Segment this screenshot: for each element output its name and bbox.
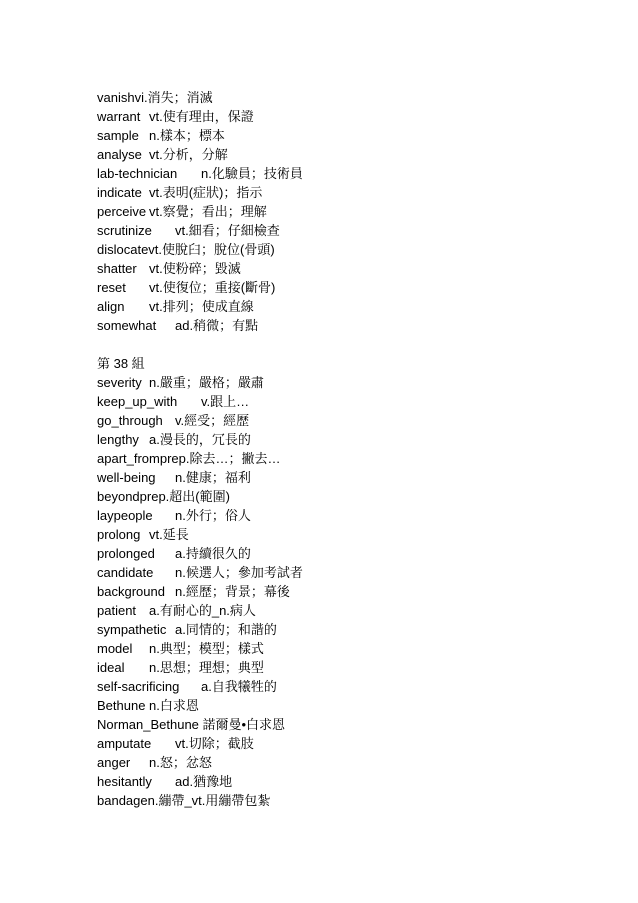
vocab-definition: a.有耐心的_n.病人 [149, 603, 256, 618]
vocab-definition: a.同情的；和諧的 [175, 622, 277, 637]
vocab-term: go_through [97, 413, 163, 428]
vocab-term: indicate [97, 185, 142, 200]
vocab-term: sympathetic [97, 622, 167, 637]
vocab-group [97, 88, 617, 335]
vocab-term: scrutinize [97, 223, 152, 238]
vocab-term: reset [97, 280, 126, 295]
vocab-term: warrant [97, 109, 141, 124]
vocab-entry [97, 430, 617, 449]
vocab-entry [97, 582, 617, 601]
vocab-definition: vt.表明(症狀)；指示 [149, 185, 263, 200]
vocab-entry [97, 202, 617, 221]
vocab-entry [97, 183, 617, 202]
vocab-entry [97, 487, 617, 506]
vocab-entry [97, 449, 617, 468]
vocab-term: prolong [97, 527, 141, 542]
vocab-entry [97, 297, 617, 316]
vocab-definition: n.典型；模型；樣式 [149, 641, 264, 656]
vocab-term: ideal [97, 660, 125, 675]
vocab-entry [97, 753, 617, 772]
vocab-entry [97, 468, 617, 487]
vocab-entry [97, 278, 617, 297]
vocab-definition: a.自我犧牲的 [201, 679, 277, 694]
vocab-entry [97, 259, 617, 278]
vocab-term: perceive [97, 204, 147, 219]
vocab-entry [97, 658, 617, 677]
vocab-entry [97, 126, 617, 145]
vocab-entry [97, 677, 617, 696]
vocab-line: apart_fromprep.除去…；撇去… [97, 451, 281, 466]
vocab-definition: n.化驗員；技術員 [201, 166, 303, 181]
vocab-line: Norman_Bethune 諾爾曼•白求恩 [97, 717, 286, 732]
vocab-entry [97, 620, 617, 639]
vocab-entry [97, 734, 617, 753]
vocab-definition: vt.使復位；重接(斷骨) [149, 280, 276, 295]
vocab-definition: ad.猶豫地 [175, 774, 233, 789]
vocab-entry [97, 221, 617, 240]
vocab-term: laypeople [97, 508, 153, 523]
vocab-definition: n.思想；理想；典型 [149, 660, 264, 675]
vocab-entry [97, 639, 617, 658]
vocab-definition: n.嚴重；嚴格；嚴肅 [149, 375, 264, 390]
vocab-term: sample [97, 128, 139, 143]
vocab-definition: ad.稍微；有點 [175, 318, 259, 333]
vocab-entry [97, 316, 617, 335]
vocab-entry [97, 145, 617, 164]
vocab-definition: n.候選人；參加考試者 [175, 565, 303, 580]
vocab-entry [97, 506, 617, 525]
vocab-term: lab-technician [97, 166, 178, 181]
vocab-entry [97, 164, 617, 183]
vocab-term: somewhat [97, 318, 157, 333]
vocab-line: bandagen.繃帶_vt.用繃帶包紮 [97, 793, 271, 808]
vocab-definition: vt.使粉碎；毀滅 [149, 261, 241, 276]
vocab-entry [97, 715, 617, 734]
vocab-term: candidate [97, 565, 154, 580]
vocab-entry [97, 392, 617, 411]
vocab-definition: v.經受；經歷 [175, 413, 250, 428]
vocab-term: Bethune [97, 698, 146, 713]
vocab-term: anger [97, 755, 131, 770]
vocab-term: patient [97, 603, 137, 618]
vocab-entry [97, 373, 617, 392]
vocab-entry [97, 411, 617, 430]
vocab-entry [97, 240, 617, 259]
vocab-entry [97, 563, 617, 582]
vocab-definition: n.怒；忿怒 [149, 755, 212, 770]
vocab-entry [97, 772, 617, 791]
vocab-definition: a.持續很久的 [175, 546, 251, 561]
vocab-definition: n.樣本；標本 [149, 128, 225, 143]
vocab-term: model [97, 641, 133, 656]
vocab-term: align [97, 299, 125, 314]
vocab-term: hesitantly [97, 774, 152, 789]
vocab-entry [97, 525, 617, 544]
vocab-definition: vt.分析，分解 [149, 147, 228, 162]
vocab-entry [97, 696, 617, 715]
group-heading: 第 38 組 [97, 356, 145, 371]
vocab-term: lengthy [97, 432, 139, 447]
vocab-entry [97, 601, 617, 620]
vocab-definition: vt.察覺；看出；理解 [149, 204, 267, 219]
vocab-definition: vt.切除；截肢 [175, 736, 254, 751]
vocab-line: beyondprep.超出(範圍) [97, 489, 230, 504]
vocab-definition: n.白求恩 [149, 698, 199, 713]
vocab-term: severity [97, 375, 142, 390]
vocab-term: keep_up_with [97, 394, 178, 409]
vocab-definition: vt.細看；仔細檢查 [175, 223, 280, 238]
vocab-definition: vt.排列；使成直線 [149, 299, 254, 314]
vocab-definition: n.外行；俗人 [175, 508, 251, 523]
vocab-entry [97, 107, 617, 126]
vocab-definition: v.跟上… [201, 394, 250, 409]
vocab-definition: vt.延長 [149, 527, 189, 542]
vocabulary-list [97, 88, 617, 810]
vocab-line: vanishvi.消失；消滅 [97, 90, 213, 105]
vocab-line: dislocatevt.使脫臼；脫位(骨頭) [97, 242, 275, 257]
vocab-group [97, 354, 617, 810]
vocab-term: background [97, 584, 165, 599]
vocab-term: shatter [97, 261, 137, 276]
vocab-term: self-sacrificing [97, 679, 180, 694]
vocab-entry [97, 88, 617, 107]
vocab-definition: vt.使有理由，保證 [149, 109, 254, 124]
vocab-definition: a.漫長的，冗長的 [149, 432, 251, 447]
vocab-term: prolonged [97, 546, 155, 561]
vocab-entry [97, 544, 617, 563]
vocab-entry [97, 791, 617, 810]
vocab-definition: n.經歷；背景；幕後 [175, 584, 290, 599]
vocab-term: amputate [97, 736, 152, 751]
vocab-term: analyse [97, 147, 142, 162]
vocab-definition: n.健康；福利 [175, 470, 251, 485]
vocab-term: well-being [97, 470, 156, 485]
